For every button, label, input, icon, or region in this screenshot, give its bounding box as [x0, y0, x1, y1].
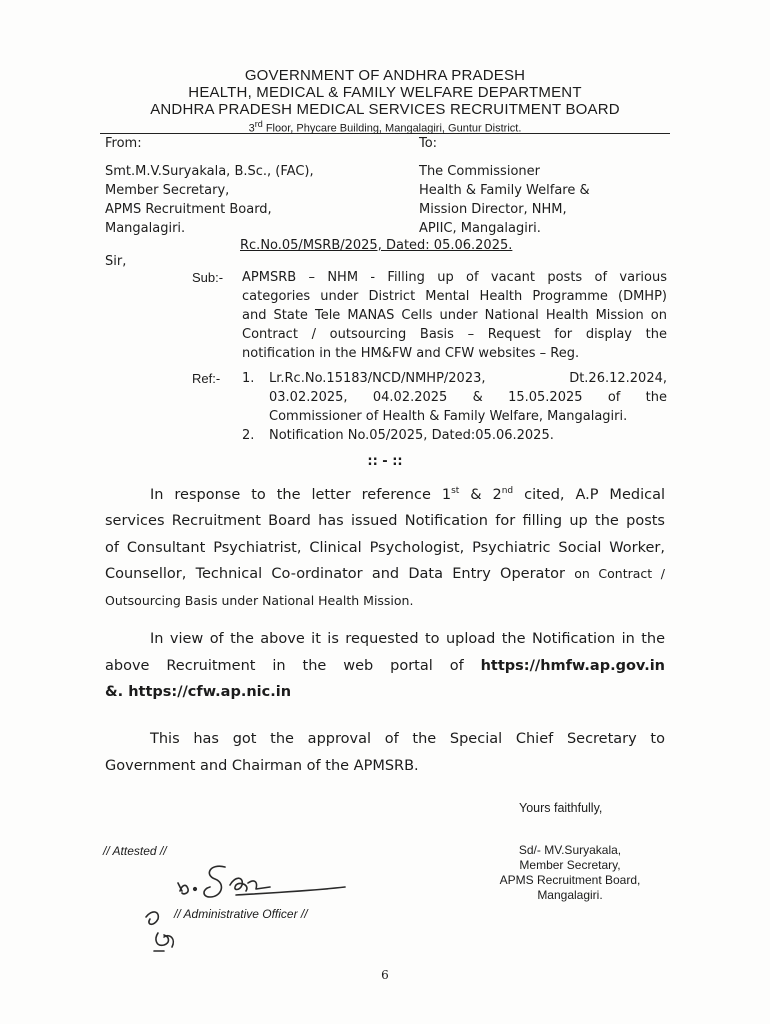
to-line: Health & Family Welfare &	[419, 183, 590, 198]
from-line: Member Secretary,	[105, 183, 230, 198]
reference-item-number: 2.	[242, 428, 255, 443]
reference-line: Commissioner of Health & Family Welfare, Mangalagiri.	[269, 409, 628, 424]
subject-line: APMSRB – NHM - Filling up of vacant posts of various	[242, 270, 667, 285]
attested-label: // Attested //	[103, 844, 167, 858]
letterhead-line-2: HEALTH, MEDICAL & FAMILY WELFARE DEPARTMENT	[188, 84, 582, 101]
to-block	[419, 134, 590, 238]
subject-block	[242, 268, 667, 363]
subject-label: Sub:-	[192, 270, 224, 285]
subject-line: Contract / outsourcing Basis – Request for display the	[242, 327, 667, 342]
paragraph-2	[105, 626, 665, 706]
letterhead-line-3: ANDHRA PRADESH MEDICAL SERVICES RECRUITMENT BOARD	[150, 101, 620, 118]
reference-item	[242, 426, 667, 445]
subject-line: categories under District Mental Health Programme (DMHP)	[242, 289, 667, 304]
to-label: To:	[419, 136, 438, 151]
cfw-url-link[interactable]: https://cfw.ap.nic.in	[128, 684, 292, 700]
letterhead-line-1: GOVERNMENT OF ANDHRA PRADESH	[244, 67, 526, 84]
reference-line: Lr.Rc.No.15183/NCD/NMHP/2023, Dt.26.12.2024,	[269, 371, 667, 386]
paragraph-line: Outsourcing Basis under National Health Mission.	[105, 592, 414, 608]
paragraph-line: above Recruitment in the web portal of https://hmfw.ap.gov.in	[105, 657, 665, 674]
paragraph-line: In view of the above it is requested to upload the Notification in the	[150, 631, 665, 647]
to-line: The Commissioner	[419, 164, 540, 179]
section-separator: :: - ::	[367, 454, 403, 469]
from-line: Smt.M.V.Suryakala, B.Sc., (FAC),	[105, 164, 314, 179]
references-block	[242, 369, 667, 445]
signatory-line: Member Secretary,	[519, 858, 621, 872]
paragraph-line: In response to the letter reference 1st & 2nd cited, A.P Medical	[150, 486, 665, 503]
from-line: APMS Recruitment Board,	[105, 202, 272, 217]
signatory-line: Sd/- MV.Suryakala,	[518, 843, 622, 857]
paragraph-line: Counsellor, Technical Co-ordinator and Data Entry Operator on Contract /	[105, 566, 665, 583]
from-label: From:	[105, 136, 142, 151]
to-line: APIIC, Mangalagiri.	[419, 221, 541, 236]
reference-item	[242, 369, 667, 426]
page-number: 6	[381, 968, 389, 982]
closing: Yours faithfully,	[519, 801, 603, 815]
signatory-block	[470, 843, 670, 903]
administrative-officer-label: // Administrative Officer //	[174, 907, 308, 921]
paragraph-line: services Recruitment Board has issued Notification for filling up the posts	[105, 513, 665, 530]
paragraph-3	[105, 726, 665, 779]
to-line: Mission Director, NHM,	[419, 202, 567, 217]
letterhead-address: 3rd Floor, Phycare Building, Mangalagiri, Guntur District.	[248, 119, 522, 135]
salutation: Sir,	[105, 254, 127, 269]
signatory-line: APMS Recruitment Board,	[499, 873, 641, 887]
paragraph-1	[105, 478, 665, 614]
reference-line: 03.02.2025, 04.02.2025 & 15.05.2025 of the	[269, 390, 667, 405]
from-line: Mangalagiri.	[105, 221, 186, 236]
reference-line: Notification No.05/2025, Dated:05.06.2025.	[269, 428, 554, 443]
subject-line: and State Tele MANAS Cells under National Health Mission on	[242, 308, 667, 323]
paragraph-line: Government and Chairman of the APMSRB.	[105, 757, 419, 774]
from-block	[105, 134, 314, 238]
paragraph-line: of Consultant Psychiatrist, Clinical Psychologist, Psychiatric Social Worker,	[105, 539, 665, 556]
hmfw-url-link[interactable]: https://hmfw.ap.gov.in	[480, 657, 665, 674]
subject-line: notification in the HM&FW and CFW websites – Reg.	[242, 346, 580, 361]
reference-number: Rc.No.05/MSRB/2025, Dated: 05.06.2025.	[240, 238, 513, 253]
reference-label: Ref:-	[192, 371, 221, 386]
paragraph-line: This has got the approval of the Special Chief Secretary to	[150, 731, 665, 747]
reference-item-number: 1.	[242, 371, 255, 386]
signatory-line: Mangalagiri.	[537, 888, 603, 902]
paragraph-line: &. https://cfw.ap.nic.in	[105, 684, 292, 700]
